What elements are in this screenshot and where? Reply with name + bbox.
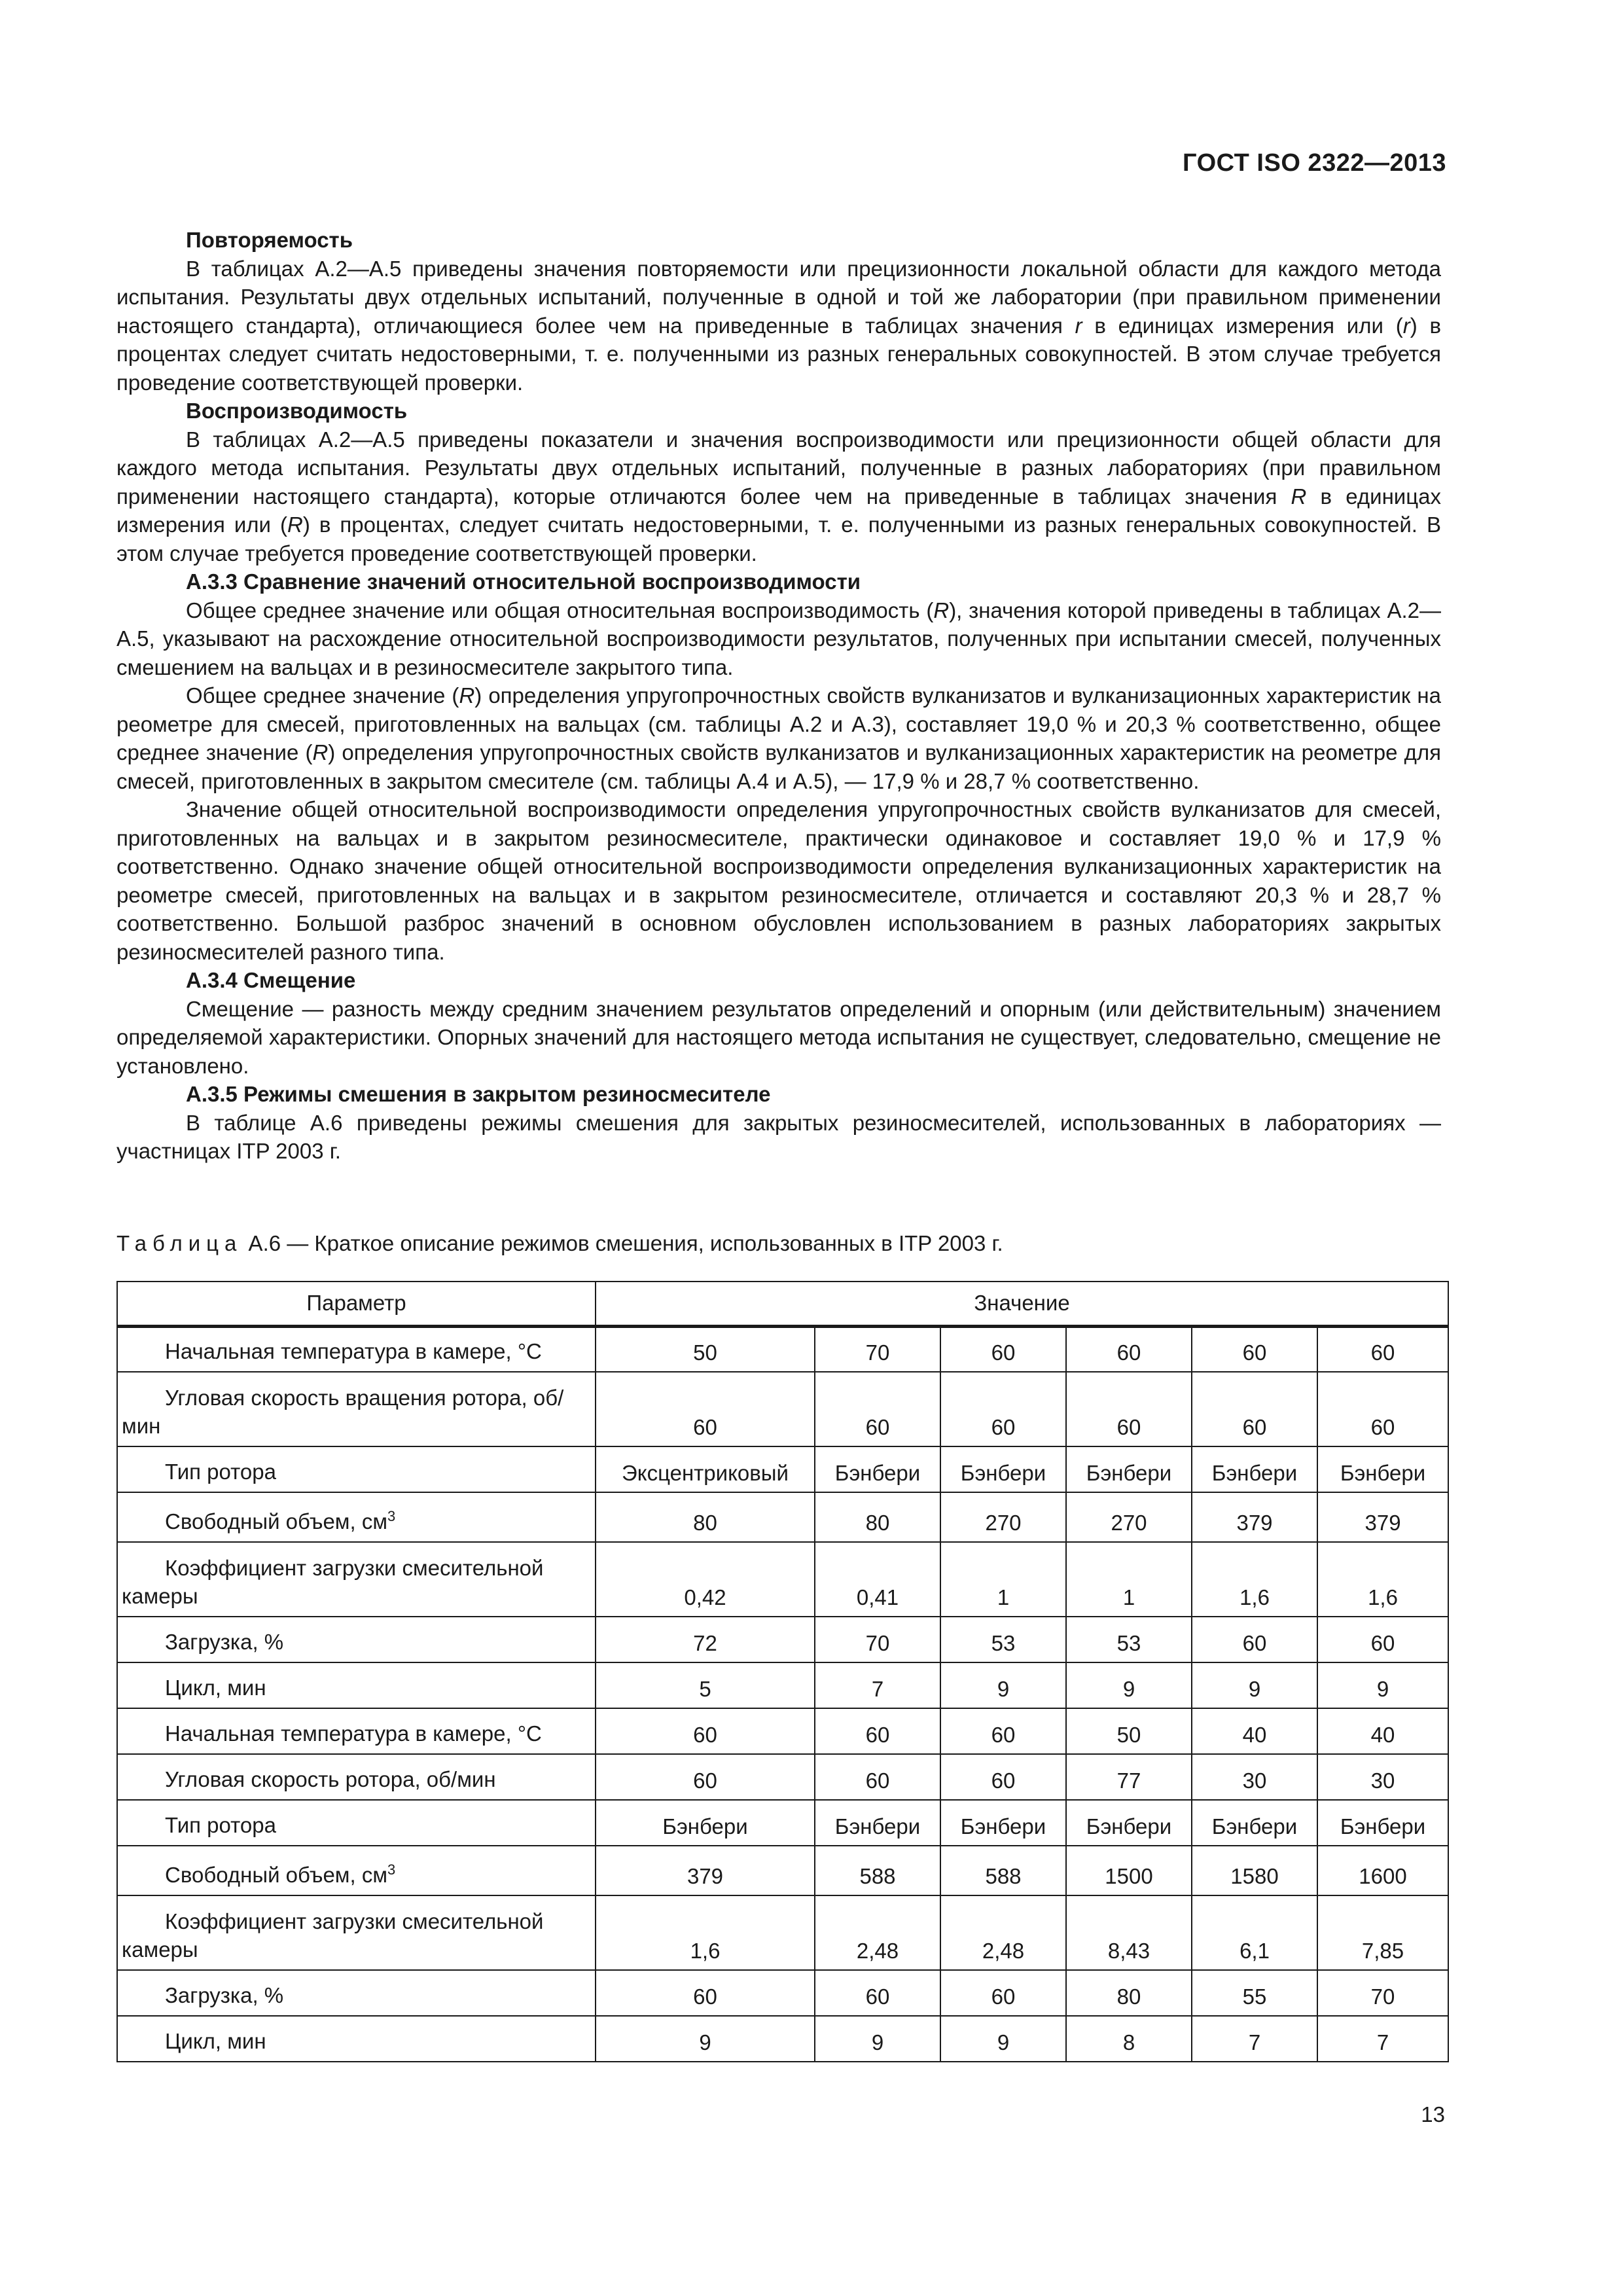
- value-cell: 53: [1066, 1617, 1192, 1662]
- value-cell: 60: [1317, 1617, 1448, 1662]
- parameter-cell: [117, 1708, 596, 1754]
- value-cell: 30: [1192, 1754, 1317, 1800]
- table-caption-title: А.6 — Краткое описание режимов смешения, использованных в ITP 2003 г.: [242, 1231, 1003, 1255]
- value-cell: 8: [1066, 2016, 1192, 2062]
- value-cell: 588: [940, 1846, 1066, 1895]
- value-cell: 1: [1066, 1542, 1192, 1617]
- parameter-label: Начальная температура в камере, °С: [165, 1721, 542, 1746]
- parameter-cell: [117, 1662, 596, 1708]
- value-cell: 9: [1192, 1662, 1317, 1708]
- body-paragraph: Значение общей относительной воспроизводимости определения упругопрочностных свойств вулканизатов для смесей, приготовленных на вальцах и в закрытом резиносмесителе, практически одинаковое и составляет 19,0 % и 17,9 % соответственно. Однако значение общей относительной воспроизводимости определения вулканизационных характеристик на реометре смесей, приготовленных на вальцах и в закрытом резиносмесителе, отличается и составляют 20,3 % и 28,7 % соответственно. Большой разброс значений в основном обусловлен использованием в разных лабораториях закрытых резиносмесителей разного типа.: [116, 797, 1441, 964]
- table-row: [117, 1492, 1448, 1542]
- value-cell: 60: [1192, 1617, 1317, 1662]
- value-cell: 50: [1066, 1708, 1192, 1754]
- table-row: [117, 1846, 1448, 1895]
- parameter-cell: [117, 1800, 596, 1846]
- body-paragraph: Смещение — разность между средним значением результатов определений и опорным (или действительным) значением определяемой характеристики. Опорных значений для настоящего метода испытания не существует, следовательно, смещение не установлено.: [116, 996, 1441, 1078]
- body-paragraph: В таблицах А.2—А.5 приведены значения повторяемости или прецизионности локальной области для каждого метода испытания. Результаты двух отдельных испытаний, полученные в одной и той же лаборатории (при правильном применении настоящего стандарта), отличающиеся более чем на приведенные в таблицах значения r в единицах измерения или (r) в процентах следует считать недостоверными, т. е. полученными из разных генеральных совокупностей. В этом случае требуется проведение соответствующей проверки.: [116, 256, 1441, 395]
- table-caption: [116, 1229, 1003, 1257]
- value-cell: 9: [596, 2016, 815, 2062]
- value-cell: 379: [596, 1846, 815, 1895]
- value-cell: 55: [1192, 1970, 1317, 2016]
- parameter-label: Угловая скорость вращения ротора, об/мин: [122, 1386, 564, 1438]
- value-cell: Бэнбери: [1192, 1800, 1317, 1846]
- parameter-label: Начальная температура в камере, °С: [165, 1339, 542, 1363]
- parameter-label: Коэффициент загрузки смесительной камеры: [122, 1556, 544, 1608]
- parameter-label: Свободный объем, см: [165, 1863, 388, 1887]
- value-cell: 60: [940, 1372, 1066, 1446]
- value-cell: 60: [1317, 1326, 1448, 1372]
- value-cell: 60: [940, 1970, 1066, 2016]
- page-number: 13: [1421, 2102, 1445, 2126]
- value-cell: Бэнбери: [940, 1800, 1066, 1846]
- section-heading: А.3.3 Сравнение значений относительной воспроизводимости: [186, 569, 861, 594]
- value-cell: Бэнбери: [596, 1800, 815, 1846]
- column-header-value: Значение: [596, 1282, 1448, 1326]
- value-cell: 60: [815, 1970, 940, 2016]
- table-row: [117, 2016, 1448, 2062]
- value-cell: 1500: [1066, 1846, 1192, 1895]
- value-cell: 1600: [1317, 1846, 1448, 1895]
- parameter-cell: [117, 1617, 596, 1662]
- value-cell: 60: [1192, 1326, 1317, 1372]
- table-row: [117, 1326, 1448, 1372]
- table-row: [117, 1970, 1448, 2016]
- parameter-label: Свободный объем, см: [165, 1509, 388, 1534]
- value-cell: 60: [940, 1326, 1066, 1372]
- value-cell: Эксцентриковый: [596, 1446, 815, 1492]
- parameter-label: Цикл, мин: [165, 1676, 266, 1700]
- body-paragraph: Общее среднее значение (R) определения упругопрочностных свойств вулканизатов и вулканизационных характеристик на реометре для смесей, приготовленных на вальцах (см. таблицы А.2 и А.3), составляет 19,0 % и 20,3 % соответственно, общее среднее значение (R) определения упругопрочностных свойств вулканизатов и вулканизационных характеристик на реометре для смесей, приготовленных в закрытом смесителе (см. таблицы А.4 и А.5), — 17,9 % и 28,7 % соответственно.: [116, 683, 1441, 793]
- value-cell: 60: [815, 1372, 940, 1446]
- value-cell: 9: [815, 2016, 940, 2062]
- unit-superscript: 3: [387, 1861, 396, 1878]
- parameter-cell: [117, 1542, 596, 1617]
- value-cell: 60: [1066, 1372, 1192, 1446]
- table-caption-word: Таблица: [116, 1231, 243, 1255]
- parameter-label: Тип ротора: [165, 1460, 276, 1484]
- table-row: [117, 1372, 1448, 1446]
- value-cell: 9: [940, 2016, 1066, 2062]
- parameter-label: Угловая скорость ротора, об/мин: [165, 1767, 496, 1791]
- value-cell: Бэнбери: [815, 1800, 940, 1846]
- value-cell: 60: [596, 1372, 815, 1446]
- table-row: [117, 1542, 1448, 1617]
- value-cell: 53: [940, 1617, 1066, 1662]
- parameter-label: Цикл, мин: [165, 2029, 266, 2053]
- value-cell: 270: [940, 1492, 1066, 1542]
- value-cell: 2,48: [815, 1895, 940, 1970]
- table-row: [117, 1708, 1448, 1754]
- value-cell: 80: [815, 1492, 940, 1542]
- parameter-cell: [117, 1492, 596, 1542]
- parameter-cell: [117, 1895, 596, 1970]
- value-cell: 70: [815, 1617, 940, 1662]
- table-body: [117, 1326, 1448, 2062]
- parameter-cell: [117, 2016, 596, 2062]
- value-cell: 0,42: [596, 1542, 815, 1617]
- value-cell: 60: [596, 1708, 815, 1754]
- value-cell: 7: [1317, 2016, 1448, 2062]
- value-cell: 72: [596, 1617, 815, 1662]
- value-cell: 60: [815, 1754, 940, 1800]
- value-cell: 1: [940, 1542, 1066, 1617]
- value-cell: Бэнбери: [815, 1446, 940, 1492]
- parameter-label: Загрузка, %: [165, 1630, 284, 1654]
- parameter-cell: [117, 1372, 596, 1446]
- value-cell: Бэнбери: [1192, 1446, 1317, 1492]
- value-cell: 60: [1192, 1372, 1317, 1446]
- parameter-cell: [117, 1970, 596, 2016]
- parameter-label: Загрузка, %: [165, 1983, 284, 2007]
- value-cell: 40: [1192, 1708, 1317, 1754]
- table-row: [117, 1754, 1448, 1800]
- table-row: [117, 1895, 1448, 1970]
- table-header-row: [117, 1282, 1448, 1326]
- value-cell: 80: [596, 1492, 815, 1542]
- value-cell: 379: [1317, 1492, 1448, 1542]
- table-row: [117, 1446, 1448, 1492]
- section-heading: Воспроизводимость: [186, 399, 408, 423]
- value-cell: 1,6: [1192, 1542, 1317, 1617]
- value-cell: Бэнбери: [1317, 1446, 1448, 1492]
- value-cell: 9: [1317, 1662, 1448, 1708]
- parameter-cell: [117, 1846, 596, 1895]
- body-paragraph: В таблице А.6 приведены режимы смешения для закрытых резиносмесителей, использованных в лабораториях — участницах ITP 2003 г.: [116, 1110, 1441, 1163]
- value-cell: 70: [1317, 1970, 1448, 2016]
- value-cell: Бэнбери: [1066, 1800, 1192, 1846]
- section-heading: Повторяемость: [186, 228, 353, 252]
- value-cell: 7: [815, 1662, 940, 1708]
- parameter-label: Коэффициент загрузки смесительной камеры: [122, 1909, 544, 1962]
- value-cell: 8,43: [1066, 1895, 1192, 1970]
- value-cell: Бэнбери: [1317, 1800, 1448, 1846]
- body-paragraph: В таблицах А.2—А.5 приведены показатели и значения воспроизводимости или прецизионности общей области для каждого метода испытания. Результаты двух отдельных испытаний, полученные в разных лабораториях (при правильном применении настоящего стандарта), которые отличаются более чем на приведенные в таблицах значения R в единицах измерения или (R) в процентах, следует считать недостоверными, т. е. полученными из разных генеральных совокупностей. В этом случае требуется проведение соответствующей проверки.: [116, 427, 1441, 565]
- value-cell: 60: [940, 1754, 1066, 1800]
- parameter-cell: [117, 1326, 596, 1372]
- value-cell: 7,85: [1317, 1895, 1448, 1970]
- value-cell: 60: [1317, 1372, 1448, 1446]
- value-cell: 1,6: [596, 1895, 815, 1970]
- value-cell: 5: [596, 1662, 815, 1708]
- value-cell: 60: [596, 1754, 815, 1800]
- unit-superscript: 3: [387, 1508, 396, 1524]
- value-cell: 80: [1066, 1970, 1192, 2016]
- value-cell: 1,6: [1317, 1542, 1448, 1617]
- table-row: [117, 1800, 1448, 1846]
- column-header-parameter: Параметр: [117, 1282, 596, 1326]
- value-cell: 1580: [1192, 1846, 1317, 1895]
- value-cell: 30: [1317, 1754, 1448, 1800]
- value-cell: 60: [596, 1970, 815, 2016]
- value-cell: 2,48: [940, 1895, 1066, 1970]
- value-cell: 0,41: [815, 1542, 940, 1617]
- document-standard-header: ГОСТ ISO 2322—2013: [1183, 149, 1446, 177]
- value-cell: Бэнбери: [1066, 1446, 1192, 1492]
- section-heading: А.3.5 Режимы смешения в закрытом резиносмесителе: [186, 1082, 771, 1106]
- parameter-cell: [117, 1754, 596, 1800]
- value-cell: 60: [940, 1708, 1066, 1754]
- table-row: [117, 1662, 1448, 1708]
- value-cell: 270: [1066, 1492, 1192, 1542]
- parameter-label: Тип ротора: [165, 1813, 276, 1837]
- table-row: [117, 1617, 1448, 1662]
- value-cell: 379: [1192, 1492, 1317, 1542]
- value-cell: 9: [1066, 1662, 1192, 1708]
- value-cell: Бэнбери: [940, 1446, 1066, 1492]
- value-cell: 60: [1066, 1326, 1192, 1372]
- mixing-modes-table: [116, 1281, 1449, 2062]
- value-cell: 588: [815, 1846, 940, 1895]
- body-text: [116, 226, 1441, 1166]
- value-cell: 9: [940, 1662, 1066, 1708]
- value-cell: 7: [1192, 2016, 1317, 2062]
- value-cell: 50: [596, 1326, 815, 1372]
- body-paragraph: Общее среднее значение или общая относительная воспроизводимость (R), значения которой приведены в таблицах А.2—А.5, указывают на расхождение относительной воспроизводимости результатов, полученных при испытании смесей, полученных смешением на вальцах и в резиносмесителе закрытого типа.: [116, 598, 1441, 679]
- parameter-cell: [117, 1446, 596, 1492]
- value-cell: 40: [1317, 1708, 1448, 1754]
- value-cell: 6,1: [1192, 1895, 1317, 1970]
- section-heading: А.3.4 Смещение: [186, 968, 356, 992]
- value-cell: 77: [1066, 1754, 1192, 1800]
- value-cell: 60: [815, 1708, 940, 1754]
- value-cell: 70: [815, 1326, 940, 1372]
